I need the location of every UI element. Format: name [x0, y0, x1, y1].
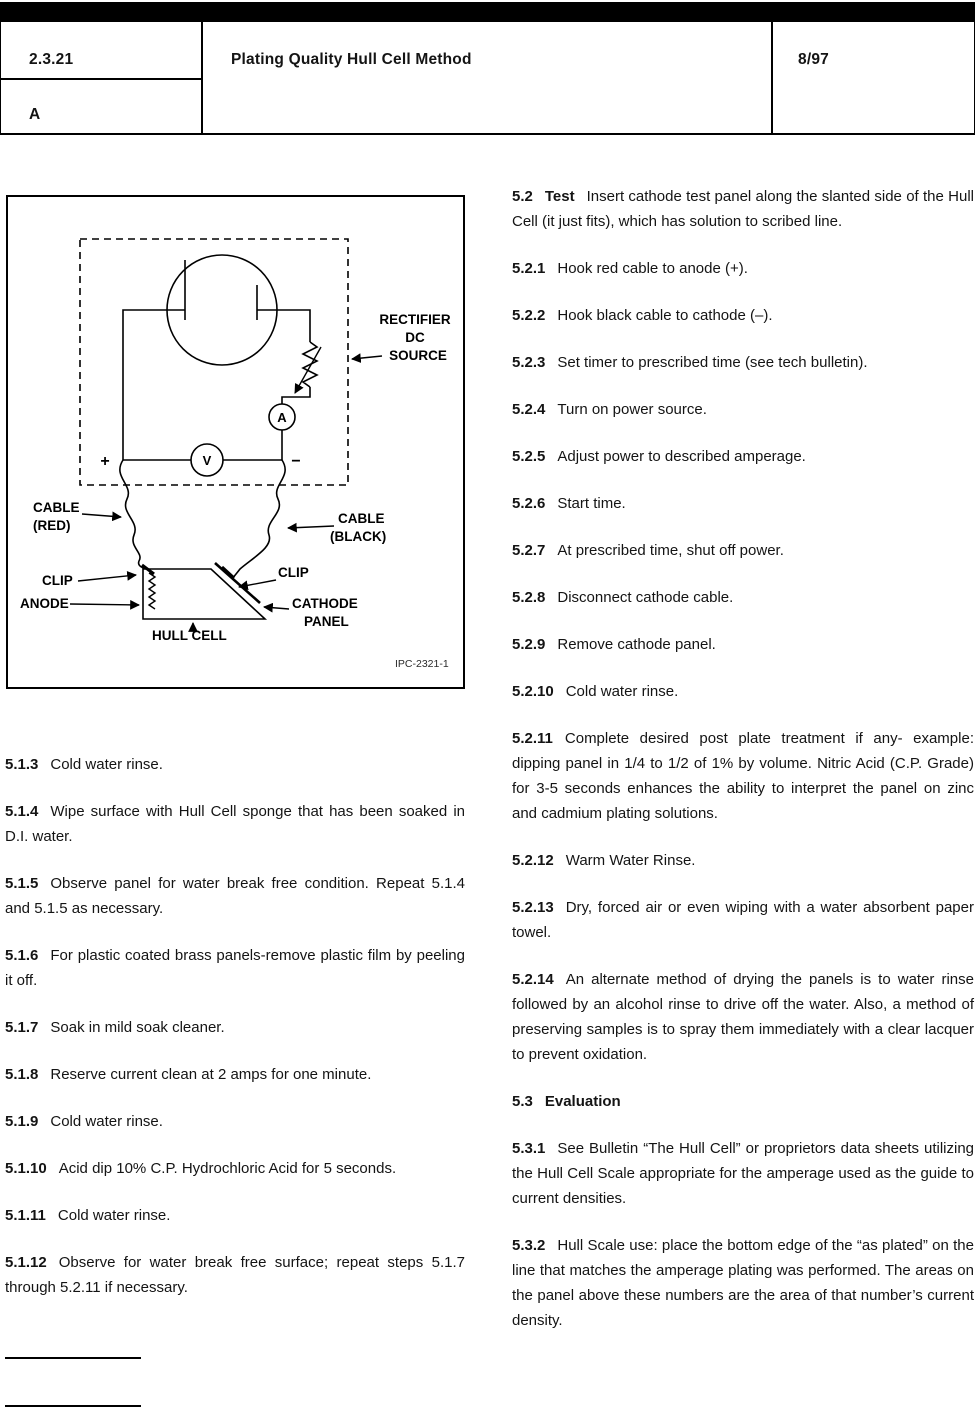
item-number: 5.2.1: [512, 260, 546, 277]
item-text: Start time.: [557, 495, 626, 512]
item-text: Insert cathode test panel along the slanted side of the Hull Cell (it just fits), which has solution to scribed line.: [512, 188, 974, 230]
item-text: Set timer to prescribed time (see tech bulletin).: [557, 354, 868, 371]
item-text: Observe for water break free surface; repeat steps 5.1.7 through 5.2.11 if necessary.: [5, 1254, 465, 1296]
procedure-item-5.2.14: [512, 967, 974, 1067]
item-text: At prescribed time, shut off power.: [557, 542, 784, 559]
item-number: 5.2.8: [512, 589, 546, 606]
item-number: 5.3.2: [512, 1237, 546, 1254]
figure-id: IPC-2321-1: [395, 658, 449, 670]
cathode-panel-label-line2: PANEL: [304, 614, 349, 629]
clip-right-arrow: [239, 580, 276, 587]
procedure-item-5.2: [512, 184, 974, 234]
cable-red-label-line2: (RED): [33, 518, 71, 533]
wire-resistor-to-ammeter: [282, 387, 310, 404]
cathode-panel-arrow: [264, 607, 289, 609]
item-number: 5.2.10: [512, 683, 554, 700]
anode-arrow: [70, 604, 139, 605]
procedure-item-5.1.11: [5, 1203, 465, 1228]
item-number: 5.2: [512, 188, 533, 205]
rectifier-arrow: [352, 356, 382, 359]
procedure-item-5.3: [512, 1089, 974, 1114]
item-text: Hook red cable to anode (+).: [557, 260, 748, 277]
item-number: 5.2.2: [512, 307, 546, 324]
item-text: Wipe surface with Hull Cell sponge that has been soaked in D.I. water.: [5, 803, 465, 845]
procedure-item-5.2.8: [512, 585, 974, 610]
procedure-item-5.1.7: [5, 1015, 465, 1040]
item-number: 5.3: [512, 1093, 533, 1110]
procedure-item-5.2.4: [512, 397, 974, 422]
doc-title: Plating Quality Hull Cell Method: [231, 51, 472, 68]
item-number: 5.3.1: [512, 1140, 546, 1157]
item-number: 5.1.8: [5, 1066, 39, 1083]
item-text: Hook black cable to cathode (–).: [557, 307, 773, 324]
document-header: [0, 22, 975, 135]
footnote-rule-1: [5, 1357, 141, 1359]
procedure-item-5.1.6: [5, 943, 465, 993]
procedure-item-5.2.7: [512, 538, 974, 563]
item-text: Disconnect cathode cable.: [557, 589, 734, 606]
right-column: [512, 184, 974, 1355]
item-number: 5.1.6: [5, 947, 39, 964]
rectifier-label-line3: SOURCE: [389, 348, 447, 363]
procedure-item-5.2.13: [512, 895, 974, 945]
item-number: 5.2.7: [512, 542, 546, 559]
item-text: Cold water rinse.: [565, 683, 679, 700]
item-text: Cold water rinse.: [57, 1207, 171, 1224]
item-number: 5.1.3: [5, 756, 39, 773]
left-column: [5, 752, 465, 1322]
header-divider-horizontal: [1, 78, 201, 80]
item-text: Soak in mild soak cleaner.: [50, 1019, 225, 1036]
item-text: Reserve current clean at 2 amps for one minute.: [50, 1066, 372, 1083]
item-text: Hull Scale use: place the bottom edge of the “as plated” on the line that matches the amperage plating was performed. The areas on the panel above these numbers are the area of that number’s current density.: [512, 1237, 974, 1329]
item-text: Remove cathode panel.: [557, 636, 716, 653]
item-number: 5.1.7: [5, 1019, 39, 1036]
item-text: Complete desired post plate treatment if any- example: dipping panel in 1/4 to 1/2 of 1% by volume. Nitric Acid (C.P. Grade) for 3-5 seconds enhances the ability to interpret the panel on zinc and cadmium plating solutions.: [512, 730, 974, 822]
item-number: 5.1.9: [5, 1113, 39, 1130]
item-text: Cold water rinse.: [50, 756, 163, 773]
plus-sign: +: [100, 453, 110, 470]
item-number: 5.1.10: [5, 1160, 47, 1177]
wire-left: [123, 310, 167, 460]
procedure-item-5.1.9: [5, 1109, 465, 1134]
doc-revision: A: [29, 106, 41, 123]
cable-black-label-line2: (BLACK): [330, 529, 387, 544]
hull-cell-outline: [143, 569, 265, 619]
procedure-item-5.1.12: [5, 1250, 465, 1300]
red-cable: [120, 460, 146, 569]
procedure-item-5.2.10: [512, 679, 974, 704]
item-text: Acid dip 10% C.P. Hydrochloric Acid for 5 seconds.: [58, 1160, 397, 1177]
item-text: Warm Water Rinse.: [565, 852, 696, 869]
item-number: 5.1.4: [5, 803, 39, 820]
header-divider-vertical-1: [201, 22, 203, 133]
item-number: 5.2.4: [512, 401, 546, 418]
wire-right: [277, 310, 310, 342]
item-number: 5.2.13: [512, 899, 554, 916]
item-number: 5.1.5: [5, 875, 39, 892]
cable-black-label-line1: CABLE: [338, 511, 385, 526]
procedure-item-5.2.2: [512, 303, 974, 328]
cathode-panel-label-line1: CATHODE: [292, 596, 358, 611]
item-text: Adjust power to described amperage.: [557, 448, 806, 465]
item-text: Observe panel for water break free condition. Repeat 5.1.4 and 5.1.5 as necessary.: [5, 875, 465, 917]
item-label: Evaluation: [544, 1093, 621, 1110]
procedure-item-5.1.8: [5, 1062, 465, 1087]
procedure-item-5.3.2: [512, 1233, 974, 1333]
clip-right-label: CLIP: [278, 565, 309, 580]
procedure-item-5.1.5: [5, 871, 465, 921]
item-text: Dry, forced air or even wiping with a water absorbent paper towel.: [512, 899, 974, 941]
item-number: 5.2.3: [512, 354, 546, 371]
voltmeter-label: V: [202, 453, 212, 468]
procedure-item-5.2.1: [512, 256, 974, 281]
procedure-item-5.2.6: [512, 491, 974, 516]
procedure-item-5.2.5: [512, 444, 974, 469]
anode-zigzag: [149, 573, 155, 609]
item-text: An alternate method of drying the panels is to water rinse followed by an alcohol rinse to drive off the water. Also, a method of preserving samples is to spray them immediately with a clear lacquer to prevent oxidation.: [512, 971, 974, 1063]
item-number: 5.2.6: [512, 495, 546, 512]
hull-cell-figure: [6, 195, 465, 689]
item-text: Cold water rinse.: [50, 1113, 163, 1130]
procedure-item-5.2.3: [512, 350, 974, 375]
resistor: [303, 342, 317, 387]
clip-left-label: CLIP: [42, 573, 73, 588]
header-divider-vertical-2: [771, 22, 773, 133]
rectifier-label-line2: DC: [405, 330, 425, 345]
footnote-rule-2: [5, 1405, 141, 1407]
ammeter-label: A: [277, 410, 287, 425]
anode-label: ANODE: [20, 596, 69, 611]
procedure-item-5.1.3: [5, 752, 465, 777]
procedure-item-5.1.10: [5, 1156, 465, 1181]
procedure-item-5.3.1: [512, 1136, 974, 1211]
item-number: 5.2.5: [512, 448, 546, 465]
cathode-panel-line: [215, 563, 260, 603]
hull-cell-label: HULL CELL: [152, 628, 227, 643]
item-text: For plastic coated brass panels-remove plastic film by peeling it off.: [5, 947, 465, 989]
item-number: 5.2.11: [512, 730, 553, 747]
item-number: 5.2.12: [512, 852, 554, 869]
header-top-bar: [0, 2, 975, 22]
doc-number: 2.3.21: [29, 51, 74, 68]
minus-sign: −: [291, 453, 301, 470]
item-number: 5.1.12: [5, 1254, 47, 1271]
cable-red-arrow: [82, 514, 121, 517]
rectifier-label-line1: RECTIFIER: [379, 312, 451, 327]
item-number: 5.2.14: [512, 971, 554, 988]
procedure-item-5.2.12: [512, 848, 974, 873]
procedure-item-5.2.11: [512, 726, 974, 826]
item-number: 5.2.9: [512, 636, 546, 653]
hull-cell-diagram: [8, 197, 463, 687]
doc-date: 8/97: [798, 51, 829, 68]
procedure-item-5.2.9: [512, 632, 974, 657]
item-text: Turn on power source.: [557, 401, 707, 418]
item-text: See Bulletin “The Hull Cell” or proprietors data sheets utilizing the Hull Cell Scale appropriate for the amperage used as the guide to current densities.: [512, 1140, 974, 1207]
cable-black-arrow: [288, 526, 334, 528]
black-cable: [233, 460, 285, 578]
item-label: Test: [544, 188, 575, 205]
item-number: 5.1.11: [5, 1207, 46, 1224]
cable-red-label-line1: CABLE: [33, 500, 80, 515]
procedure-item-5.1.4: [5, 799, 465, 849]
clip-left-arrow: [78, 575, 136, 581]
